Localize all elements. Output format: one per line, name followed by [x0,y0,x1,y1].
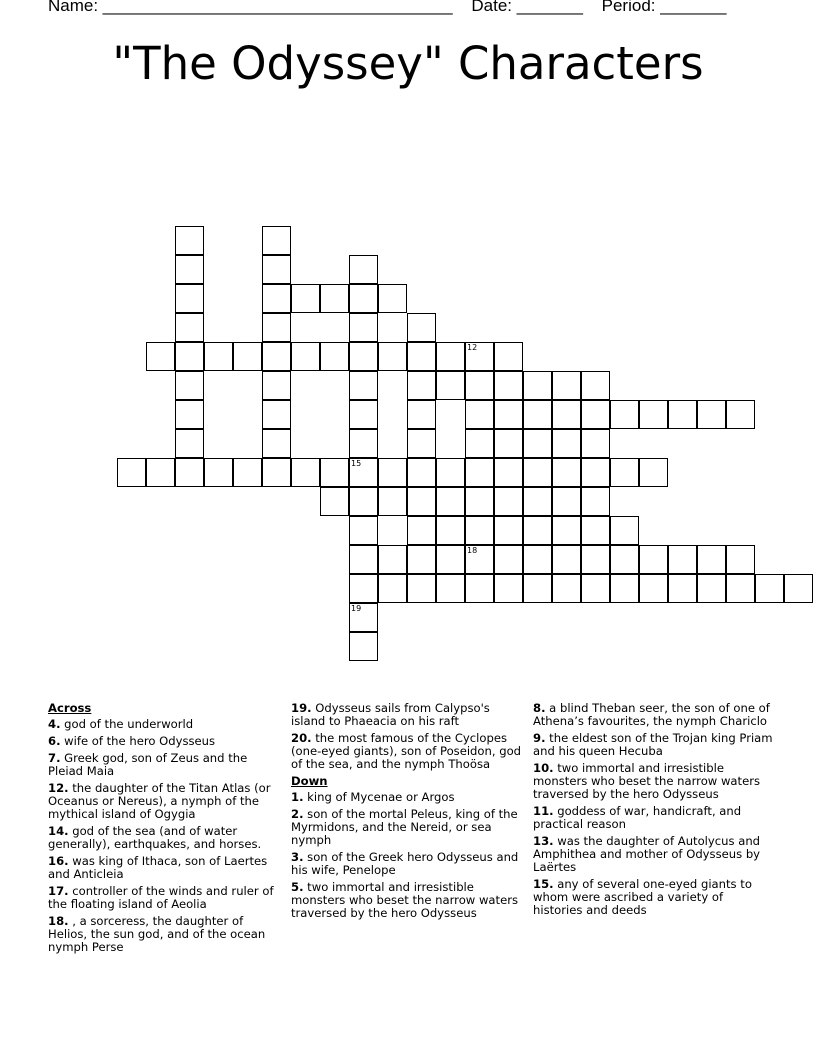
puzzle-title: "The Odyssey" Characters [112,37,704,90]
grid-cell[interactable] [320,284,349,313]
grid-cell[interactable] [436,574,465,603]
grid-cell[interactable] [407,574,436,603]
grid-cell[interactable] [639,400,668,429]
grid-cell[interactable] [407,371,436,400]
clue-text: a blind Theban seer, the son of one of Athena’s favourites, the nymph Chariclo [533,701,770,728]
across-clue [48,735,280,748]
clue-text: son of the mortal Peleus, king of the Myrmidons, and the Nereid, or sea nymph [291,807,518,847]
grid-cell[interactable] [668,574,697,603]
grid-cell[interactable] [494,545,523,574]
grid-cell[interactable] [465,458,494,487]
grid-cell[interactable] [262,458,291,487]
clue-text: , a sorceress, the daughter of Helios, the sun god, and of the ocean nymph Perse [48,914,266,954]
grid-cell[interactable] [552,371,581,400]
grid-cell[interactable] [697,574,726,603]
down-clue [291,881,525,920]
grid-cell[interactable] [204,342,233,371]
clue-number: 16. [48,854,69,868]
grid-cell[interactable] [175,226,204,255]
across-clue [48,885,280,911]
grid-cell[interactable] [465,574,494,603]
cell-number: 18 [467,546,478,555]
grid-cell[interactable] [552,458,581,487]
clue-text: king of Mycenae or Argos [307,790,455,804]
grid-cell[interactable] [726,400,755,429]
grid-cell[interactable] [436,487,465,516]
grid-cell[interactable] [378,574,407,603]
grid-cell[interactable] [523,516,552,545]
clue-text: son of the Greek hero Odysseus and his wife, Penelope [291,850,519,877]
grid-cell[interactable] [523,400,552,429]
grid-cell[interactable] [552,574,581,603]
down-clue [533,702,773,728]
clue-text: was the daughter of Autolycus and Amphithea and mother of Odysseus by Laërtes [533,834,761,874]
grid-cell[interactable] [436,516,465,545]
grid-cell[interactable] [465,342,494,371]
grid-cell[interactable] [175,429,204,458]
grid-cell[interactable] [668,400,697,429]
grid-cell[interactable] [494,371,523,400]
grid-cell[interactable] [407,342,436,371]
grid-cell[interactable] [349,603,378,632]
grid-cell[interactable] [465,516,494,545]
grid-cell[interactable] [581,487,610,516]
grid-cell[interactable] [349,284,378,313]
across-clue [291,702,525,728]
grid-cell[interactable] [436,371,465,400]
grid-cell[interactable] [320,342,349,371]
clue-text: any of several one-eyed giants to whom were ascribed a variety of histories and deeds [533,877,752,917]
clue-number: 20. [291,731,312,745]
grid-cell[interactable] [262,226,291,255]
grid-cell[interactable] [175,342,204,371]
grid-cell[interactable] [349,574,378,603]
clues-column-2 [291,702,525,924]
clue-text: two immortal and irresistible monsters who beset the narrow waters traversed by the hero Odysseus [291,880,519,920]
clue-number: 12. [48,781,69,795]
clues-column-3 [533,702,773,921]
down-clue [291,808,525,847]
down-clue [533,805,773,831]
grid-cell[interactable] [465,400,494,429]
clue-text: wife of the hero Odysseus [64,734,216,748]
across-clue [48,718,280,731]
grid-cell[interactable] [262,371,291,400]
grid-cell[interactable] [378,284,407,313]
clue-text: Greek god, son of Zeus and the Pleiad Maia [48,751,248,778]
grid-cell[interactable] [407,487,436,516]
grid-cell[interactable] [175,371,204,400]
grid-cell[interactable] [610,516,639,545]
grid-cell[interactable] [407,458,436,487]
clue-number: 6. [48,734,61,748]
grid-cell[interactable] [552,516,581,545]
across-clue [291,732,525,771]
grid-cell[interactable] [581,400,610,429]
grid-cell[interactable] [175,400,204,429]
grid-cell[interactable] [407,516,436,545]
grid-cell[interactable] [465,429,494,458]
clue-number: 2. [291,807,304,821]
grid-cell[interactable] [523,458,552,487]
down-clue [533,732,773,758]
clue-text: the eldest son of the Trojan king Priam and his queen Hecuba [533,731,773,758]
grid-cell[interactable] [349,400,378,429]
grid-cell[interactable] [378,342,407,371]
grid-cell[interactable] [349,371,378,400]
name-field[interactable]: Name: _____________________________________ [48,0,453,15]
clue-text: god of the sea (and of water generally), earthquakes, and horses. [48,824,262,851]
date-field[interactable]: Date: _______ [471,0,583,15]
grid-cell[interactable] [639,458,668,487]
grid-cell[interactable] [697,545,726,574]
clue-number: 4. [48,717,61,731]
clue-text: the daughter of the Titan Atlas (or Oceanus or Nereus), a nymph of the mythical island of Ogygia [48,781,271,821]
grid-cell[interactable] [494,574,523,603]
down-heading: Down [291,774,328,788]
grid-cell[interactable] [523,371,552,400]
grid-cell[interactable] [552,429,581,458]
grid-cell[interactable] [581,516,610,545]
grid-cell[interactable] [407,313,436,342]
grid-cell[interactable] [581,545,610,574]
clue-number: 15. [533,877,554,891]
grid-cell[interactable] [465,545,494,574]
clue-number: 11. [533,804,554,818]
grid-cell[interactable] [610,574,639,603]
clue-number: 3. [291,850,304,864]
grid-cell[interactable] [552,545,581,574]
cell-number: 12 [467,343,478,352]
across-clue [48,825,280,851]
grid-cell[interactable] [349,255,378,284]
grid-cell[interactable] [494,400,523,429]
clue-number: 14. [48,824,69,838]
grid-cell[interactable] [436,545,465,574]
clue-number: 9. [533,731,546,745]
clue-number: 7. [48,751,61,765]
grid-cell[interactable] [581,458,610,487]
grid-cell[interactable] [378,545,407,574]
grid-cell[interactable] [494,516,523,545]
grid-cell[interactable] [436,458,465,487]
grid-cell[interactable] [233,342,262,371]
grid-cell[interactable] [291,342,320,371]
grid-cell[interactable] [523,545,552,574]
clue-number: 18. [48,914,69,928]
grid-cell[interactable] [262,400,291,429]
grid-cell[interactable] [349,516,378,545]
clue-text: Odysseus sails from Calypso's island to Phaeacia on his raft [291,701,490,728]
grid-cell[interactable] [581,429,610,458]
grid-cell[interactable] [494,429,523,458]
grid-cell[interactable] [523,487,552,516]
grid-cell[interactable] [117,458,146,487]
grid-cell[interactable] [465,371,494,400]
grid-cell[interactable] [262,342,291,371]
grid-cell[interactable] [175,255,204,284]
clue-text: the most famous of the Cyclopes (one-eyed giants), son of Poseidon, god of the sea, and the nymph Thoösa [291,731,522,771]
across-heading: Across [48,701,92,715]
clue-text: two immortal and irresistible monsters who beset the narrow waters traversed by the hero Odysseus [533,761,761,801]
grid-cell[interactable] [407,545,436,574]
grid-cell[interactable] [610,458,639,487]
clue-number: 5. [291,880,304,894]
clue-number: 10. [533,761,554,775]
grid-cell[interactable] [204,458,233,487]
grid-cell[interactable] [262,284,291,313]
clue-number: 1. [291,790,304,804]
grid-cell[interactable] [349,545,378,574]
clue-number: 19. [291,701,312,715]
grid-cell[interactable] [146,458,175,487]
grid-cell[interactable] [262,429,291,458]
grid-cell[interactable] [581,371,610,400]
grid-cell[interactable] [349,458,378,487]
down-clue [291,791,525,804]
grid-cell[interactable] [349,632,378,661]
grid-cell[interactable] [262,255,291,284]
grid-cell[interactable] [378,487,407,516]
grid-cell[interactable] [291,284,320,313]
clue-text: goddess of war, handicraft, and practical reason [533,804,742,831]
grid-cell[interactable] [494,342,523,371]
grid-cell[interactable] [784,574,813,603]
grid-cell[interactable] [233,458,262,487]
grid-cell[interactable] [581,574,610,603]
grid-cell[interactable] [349,342,378,371]
grid-cell[interactable] [523,429,552,458]
grid-cell[interactable] [494,487,523,516]
grid-cell[interactable] [349,487,378,516]
grid-cell[interactable] [320,458,349,487]
grid-cell[interactable] [465,487,494,516]
grid-cell[interactable] [436,342,465,371]
grid-cell[interactable] [262,313,291,342]
clue-number: 13. [533,834,554,848]
grid-cell[interactable] [349,313,378,342]
grid-cell[interactable] [610,400,639,429]
grid-cell[interactable] [175,458,204,487]
grid-cell[interactable] [349,429,378,458]
grid-cell[interactable] [523,574,552,603]
grid-cell[interactable] [175,284,204,313]
grid-cell[interactable] [726,545,755,574]
clue-text: was king of Ithaca, son of Laertes and Anticleia [48,854,268,881]
across-clue [48,782,280,821]
across-clue [48,752,280,778]
clues-column-1 [48,702,280,958]
grid-cell[interactable] [639,574,668,603]
grid-cell[interactable] [407,429,436,458]
grid-cell[interactable] [320,487,349,516]
grid-cell[interactable] [175,313,204,342]
down-clue [533,762,773,801]
grid-cell[interactable] [378,458,407,487]
grid-cell[interactable] [726,574,755,603]
grid-cell[interactable] [639,545,668,574]
down-clue [533,878,773,917]
across-clue [48,915,280,954]
down-clue [291,851,525,877]
grid-cell[interactable] [668,545,697,574]
cell-number: 19 [351,604,362,613]
clue-text: god of the underworld [64,717,194,731]
grid-cell[interactable] [494,458,523,487]
grid-cell[interactable] [697,400,726,429]
cell-number: 15 [351,459,362,468]
clue-text: controller of the winds and ruler of the floating island of Aeolia [48,884,274,911]
grid-cell[interactable] [146,342,175,371]
grid-cell[interactable] [610,545,639,574]
clue-number: 17. [48,884,69,898]
grid-cell[interactable] [407,400,436,429]
across-clue [48,855,280,881]
grid-cell[interactable] [552,487,581,516]
down-clue [533,835,773,874]
period-field[interactable]: Period: _______ [601,0,727,15]
grid-cell[interactable] [755,574,784,603]
grid-cell[interactable] [552,400,581,429]
clue-number: 8. [533,701,546,715]
grid-cell[interactable] [291,458,320,487]
